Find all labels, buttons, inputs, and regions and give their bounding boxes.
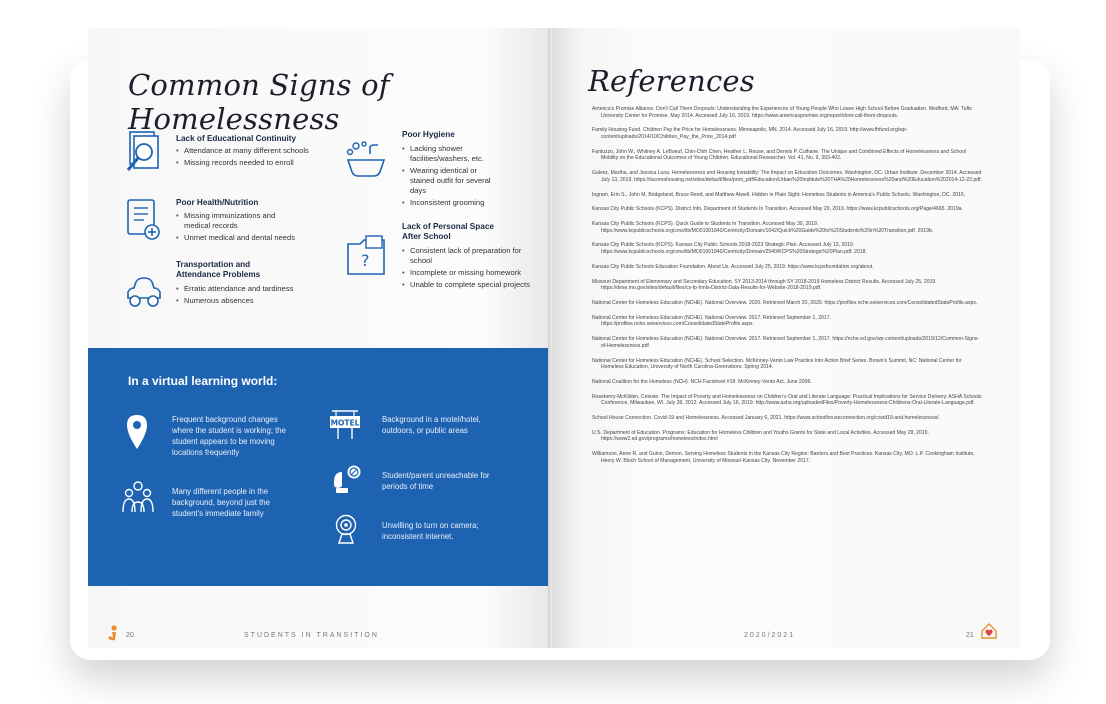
reference-item: America's Promise Alliance. Don't Call Them Dropouts: Understanding the Experiences of Young People Who Leave High School Before Graduation. Medford, MA: Tufts University Center for Promise. May 2014. Accessed July 16, 2019. https://www.americaspromise.org/report/dont-call-them-dropouts. [592, 106, 972, 119]
sign-bullets [176, 211, 300, 245]
virtual-item-camera: Unwilling to turn on camera; inconsistent internet. [382, 521, 479, 541]
virtual-learning-band [88, 348, 554, 586]
footer-text: STUDENTS IN TRANSITION [244, 632, 379, 639]
bullet-item: • Incomplete or missing homework [402, 268, 542, 278]
no-phone-icon [330, 464, 362, 496]
sink-icon [344, 140, 388, 180]
reference-item: Fantuzzo, John W., Whitney A. LeBoeuf, Chin-Chih Chen, Heather L. Rouse, and Dennis P. Culhane. The Unique and Combined Effects of Homelessness and School Mobility on the Educational Outcomes of Young Children. Educational Researcher. Vol. 41, No. 9, 393-402. [592, 148, 967, 162]
folder-question-icon [344, 234, 388, 280]
sign-poor-hygiene [344, 128, 544, 228]
sign-heading: Lack of Personal Space After School [402, 222, 494, 241]
page-number: 21 [966, 632, 974, 639]
search-document-icon [124, 130, 162, 174]
footer-text: 2020/2021 [744, 632, 796, 639]
sign-educational-continuity [124, 130, 324, 182]
svg-text:?: ? [361, 251, 370, 270]
motel-sign-text: MOTEL [330, 418, 360, 428]
car-icon [124, 276, 164, 310]
reference-item: Kansas City Public Schools (KCPS). Kansas City Public Schools 2018-2023 Strategic Plan. Accessed July 13, 2019. https://www.kcpublicschools.org/cms/lib/MO01001840/Centricity/Domain/2540/KCPS%20Strategic%20Plan.pdf. 2018. [592, 242, 867, 256]
reference-item: Roseberry-McKibbin, Celeste. The Impact of Poverty and Homelessness on Children's Oral and Literate Language: Practical Implications for Service Delivery. ASHA Schools Conference. Milwaukee, WI. July 28, 2012. Accessed July 16, 2019. http://www.asha.org/uploadedFiles/Poverty-Homelessness-Childrens-Oral-Literate-Language.pdf. [592, 393, 982, 407]
reference-item: U.S. Department of Education. Programs: Education for Homeless Children and Youths Grants for State and Local Activities. Accessed May 29, 2019. https://www2.ed.gov/programs/homeless/index.html [592, 429, 929, 443]
virtual-item-motel: Background in a motel/hotel, outdoors, or public areas [382, 415, 481, 435]
reference-list [592, 106, 982, 473]
sign-bullets [176, 146, 336, 170]
reference-item: National Center for Homeless Education (NCHE). National Overview. 2017. Retrieved September 1, 2017. https://profiles.nche.seiservices.com/ConsolidatedStateProfile.aspx. [592, 314, 831, 328]
bullet-item: • Inconsistent grooming [402, 198, 494, 208]
reference-item: Galvez, Martha, and Jessica Luna. Homelessness and Housing Instability: The Impact on Education Outcomes. Washington, DC: Urban Institute. December 2014. Accessed July 13, 2019. https://tacomahousing.net/sites/default/files/print_pdf/Education/Urban%20Institute%20THA%20Homelessness%20and%20Education%202014-12-22.pdf. [592, 170, 982, 183]
medical-record-icon [124, 198, 162, 242]
bullet-item: • Consistent lack of preparation for school [402, 246, 542, 266]
sign-transportation [124, 260, 334, 320]
reference-item: Williamson, Anne R. and Guinn, Demon. Serving Homeless Students in the Kansas City Region: Barriers and Best Practices. Kansas City, MO: L.P. Cookingham Institute, Henry W. Bloch School of Management, University of Missouri-Kansas City. November 2017. [592, 451, 975, 464]
page-title: References [588, 64, 755, 98]
location-pin-icon [126, 414, 148, 450]
bullet-item: • Wearing identical or stained outfit for several days [402, 166, 494, 196]
people-group-icon [122, 480, 154, 514]
right-page [552, 28, 1020, 648]
reference-item: Ingram, Erin S., John M. Bridgeland, Bruce Reed, and Matthew Atwell. Hidden in Plain Sight: Homeless Students in America's Public Schools. Washington, DC. 2016. [592, 191, 966, 198]
reference-item: Kansas City Public Schools (KCPS). Quick Guide to Students In Transition. Accessed May 30, 2019. https://www.kcpublicschools.org/cms/lib/MO01001840/Centricity/Domain/1042/Quick%20Guide%20to%20Students%20in%20Transition.pdf. 2019b. [592, 221, 934, 234]
bullet-item: • Unable to complete special projects [402, 280, 542, 290]
sign-bullets [176, 284, 336, 308]
reference-item: National Center for Homeless Education (NCHE). National Overview. 2017. Retrieved September 1, 2017. https://nche.ed.gov/wp-content/uploads/2019/12/Common-Signs-of-Homelessness.pdf [592, 336, 980, 349]
reference-item: Kansas City Public Schools (KCPS). District Info, Department of Students In Transition. Accessed May 29, 2019. https://www.kcpublicschools.org/Page/4665. 2019a. [592, 206, 963, 213]
sign-heading: Lack of Educational Continuity [176, 134, 297, 143]
reference-item: National Center for Homeless Education (NCHE). School Selection. McKinney-Vento Law Practice Into Action Brief Series. Brown's Summit, NC: National Center for Homeless Education, University of North Carolina-Greensboro. Spring 2014. [592, 357, 962, 371]
left-page [88, 28, 554, 648]
reference-item: Missouri Department of Elementary and Secondary Education. SY 2013-2014 through SY 2018-2019 Homeless District Results. Accessed July 25, 2019. https://dese.mo.gov/sites/default/files/cs-fp-hmls-District-Data-Results-for-Website-2018-2019.pdf. [592, 278, 937, 292]
virtual-item-people: Many different people in the background, beyond just the student's immediate family [172, 487, 270, 518]
bullet-item: • Missing records needed to enroll [176, 158, 336, 168]
reference-item: School House Connection. Covid-19 and Homelessness. Accessed January 6, 2021. https://www.schoolhouseconnection.org/covid19-and-homelessness/. [592, 415, 940, 422]
sign-heading: Transportation and Attendance Problems [176, 260, 261, 279]
webcam-icon [332, 514, 360, 544]
page-title: Common Signs of Homelessness [128, 68, 390, 136]
reference-item: National Center for Homeless Education (NCHE). National Overview. 2020. Retrieved March 20, 2020. https://profiles.nche.seiservices.com/ConsolidatedStateProfile.aspx. [592, 299, 978, 306]
band-title: In a virtual learning world: [128, 374, 278, 388]
sign-bullets [402, 246, 542, 292]
page-number: 20 [126, 632, 134, 639]
reference-item: Kansas City Public Schools Education Foundation. About Us. Accessed July 25, 2019. https://www.kcpsfoundation.org/about. [592, 263, 874, 270]
bullet-item: • Lacking shower facilities/washers, etc. [402, 144, 494, 164]
sign-personal-space [344, 222, 544, 322]
bullet-item: • Attendance at many different schools [176, 146, 336, 156]
sign-health-nutrition [124, 198, 324, 268]
reference-item: National Coalition for the Homeless (NCH). NCH Factsheet #18: McKinney-Vento Act. June 2006. [592, 378, 812, 385]
bullet-item: • Numerous absences [176, 296, 336, 306]
motel-sign-icon [328, 408, 362, 440]
bullet-item: • Missing immunizations and medical records [176, 211, 300, 231]
sign-heading: Poor Hygiene [402, 130, 455, 139]
sign-heading: Poor Health/Nutrition [176, 198, 259, 207]
house-heart-logo-icon [980, 622, 998, 640]
program-logo-icon [104, 624, 122, 642]
bullet-item: • Unmet medical and dental needs [176, 233, 300, 243]
virtual-item-location: Frequent background changes where the student is working; the student appears to be moving locations frequently [172, 415, 286, 457]
virtual-item-unreachable: Student/parent unreachable for periods of time [382, 471, 490, 491]
reference-item: Family Housing Fund. Children Pay the Price for Homelessness. Minneapolis, MN. 2014. Accessed July 16, 2019. http://www.fhfund.org/wp-content/uploads/2014/10/Children_Pay_the_Price_2014.pdf [592, 127, 908, 140]
bullet-item: • Erratic attendance and tardiness [176, 284, 336, 294]
sign-bullets [402, 144, 494, 210]
